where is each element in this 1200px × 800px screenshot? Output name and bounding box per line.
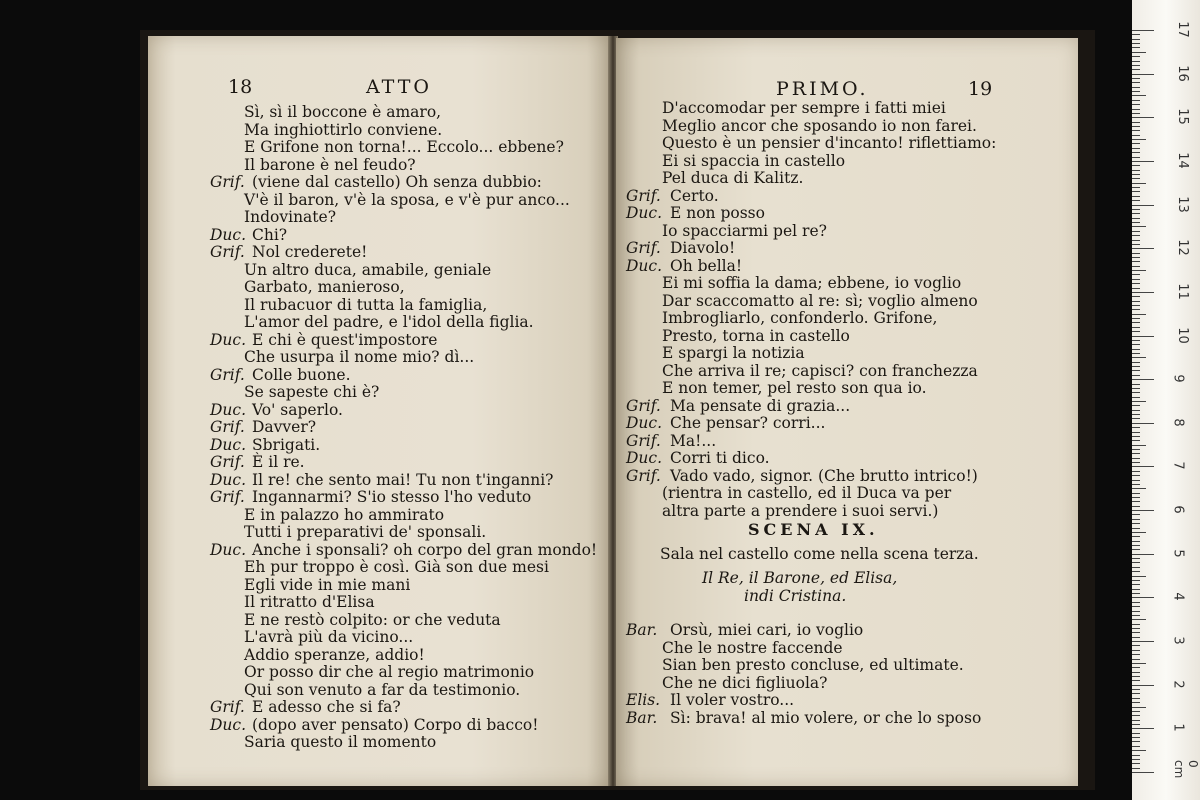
ruler-tick [1132, 659, 1140, 660]
ruler-tick [1132, 331, 1140, 332]
ruler-tick [1132, 327, 1140, 328]
ruler-tick [1132, 244, 1140, 245]
ruler-tick [1132, 532, 1146, 533]
ruler-tick [1132, 624, 1140, 625]
ruler-tick [1132, 69, 1140, 70]
ruler-tick [1132, 728, 1154, 729]
ruler-tick [1132, 213, 1140, 214]
text-line: Oh bella! [670, 256, 743, 275]
text-line: Questo è un pensier d'incanto! riflettiamo: [662, 134, 997, 152]
ruler-tick [1132, 126, 1140, 127]
ruler-tick [1132, 362, 1140, 363]
ruler-tick [1132, 314, 1146, 315]
text-line: Nol crederete! [252, 243, 368, 261]
ruler-tick [1132, 715, 1140, 716]
ruler-tick [1132, 191, 1140, 192]
ruler-tick [1132, 349, 1140, 350]
ruler-tick [1132, 567, 1140, 568]
text-line: Indovinate? [244, 208, 337, 226]
ruler-tick [1132, 292, 1154, 293]
ruler-tick [1132, 510, 1154, 511]
text-line: (dopo aver pensato) Corpo di bacco! [252, 715, 539, 734]
text-line: Sì: brava! al mio volere, or che lo sposo [670, 708, 982, 727]
ruler-tick [1132, 231, 1140, 232]
text-line: Qui son venuto a far da testimonio. [244, 680, 521, 699]
text-line: Ma!... [670, 431, 717, 450]
speaker-label: Duc. [626, 449, 663, 467]
ruler-tick [1132, 248, 1154, 249]
speaker-label: Grif. [210, 488, 245, 506]
text-line: Ma pensate di grazia... [670, 396, 851, 415]
ruler-tick [1132, 148, 1140, 149]
left-page-header: ATTO [366, 76, 432, 98]
ruler-tick [1132, 558, 1140, 559]
speaker-label: Elis. [626, 691, 661, 709]
text-line: Un altro duca, amabile, geniale [244, 260, 492, 279]
ruler-unit-label: 0 cm [1172, 760, 1200, 779]
text-line: Io spacciarmi pel re? [662, 221, 827, 240]
speaker-label: Grif. [210, 698, 245, 716]
text-line: E non posso [670, 204, 765, 222]
ruler-tick [1132, 480, 1140, 481]
text-line: L'amor del padre, e l'idol della figlia. [244, 313, 534, 331]
ruler-tick [1132, 405, 1140, 406]
right-page-number: 19 [968, 78, 993, 100]
speaker-label: Grif. [210, 418, 245, 436]
text-line: Eh pur troppo è così. Già son due mesi [244, 558, 549, 576]
ruler-tick [1132, 143, 1140, 144]
text-line: Garbato, manieroso, [244, 278, 405, 296]
ruler-tick [1132, 724, 1140, 725]
text-line: Egli vide in mie mani [244, 575, 411, 594]
ruler-tick [1132, 445, 1146, 446]
ruler-tick [1132, 471, 1140, 472]
ruler-tick [1132, 309, 1140, 310]
ruler-tick [1132, 52, 1146, 53]
text-line: Davver? [252, 418, 317, 436]
text-line: Il barone è nel feudo? [244, 155, 416, 174]
ruler-tick [1132, 571, 1140, 572]
ruler-number: 11 [1174, 283, 1190, 300]
ruler-tick [1132, 344, 1140, 345]
ruler-tick [1132, 432, 1140, 433]
ruler-number: 12 [1174, 239, 1190, 257]
ruler-number: 5 [1170, 549, 1186, 558]
ruler-tick [1132, 240, 1140, 241]
text-line: Saria questo il momento [244, 733, 437, 751]
text-line: Vo' saperlo. [252, 400, 343, 419]
ruler-tick [1132, 170, 1140, 171]
speaker-label: Duc. [210, 400, 247, 419]
text-line: Diavolo! [670, 239, 736, 257]
ruler-tick [1132, 615, 1140, 616]
ruler-tick [1132, 663, 1146, 664]
speaker-label: Grif. [626, 239, 661, 257]
text-line: V'è il baron, v'è la sposa, e v'è pur anco... [244, 190, 570, 209]
ruler-tick [1132, 427, 1140, 428]
ruler-tick [1132, 436, 1140, 437]
ruler-tick [1132, 418, 1140, 419]
speaker-label: Grif. [210, 453, 245, 471]
text-line: E in palazzo ho ammirato [244, 505, 445, 524]
ruler-tick [1132, 161, 1154, 162]
ruler-tick [1132, 654, 1140, 655]
text-line: Ei mi soffia la dama; ebbene, io voglio [662, 274, 962, 292]
ruler-tick [1132, 562, 1140, 563]
text-line: Chi? [252, 225, 288, 244]
ruler-tick [1132, 135, 1140, 136]
ruler-tick [1132, 536, 1140, 537]
left-page-number: 18 [228, 76, 253, 98]
ruler-tick [1132, 554, 1154, 555]
ruler-number: 3 [1170, 636, 1186, 645]
text-line: Certo. [670, 186, 719, 205]
text-line: Vado vado, signor. (Che brutto intrico!) [670, 466, 978, 485]
ruler-tick [1132, 528, 1140, 529]
scene-cast-line-1: Il Re, il Barone, ed Elisa, [702, 569, 898, 587]
ruler-tick [1132, 296, 1140, 297]
ruler-tick [1132, 720, 1140, 721]
text-line: Che le nostre faccende [662, 638, 843, 657]
ruler-tick [1132, 519, 1140, 520]
ruler-tick [1132, 676, 1140, 677]
ruler-tick [1132, 440, 1140, 441]
ruler-tick [1132, 318, 1140, 319]
text-line: Che arriva il re; capisci? con franchezza [662, 361, 978, 380]
ruler-tick [1132, 741, 1140, 742]
ruler-tick [1132, 95, 1146, 96]
ruler-tick [1132, 74, 1154, 75]
ruler-tick [1132, 113, 1140, 114]
ruler-tick [1132, 183, 1146, 184]
speaker-label: Grif. [626, 186, 661, 205]
text-line: Dar scaccomatto al re: sì; voglio almeno [662, 291, 978, 310]
text-line: E Grifone non torna!... Eccolo... ebbene? [244, 138, 564, 156]
ruler-tick [1132, 475, 1140, 476]
text-line: (viene dal castello) Oh senza dubbio: [252, 173, 542, 191]
ruler-number: 9 [1170, 374, 1186, 383]
ruler-tick [1132, 139, 1146, 140]
text-line: Ingannarmi? S'io stesso l'ho veduto [252, 488, 532, 506]
text-line: Ma inghiottirlo conviene. [244, 120, 443, 139]
ruler-number: 8 [1170, 418, 1186, 427]
ruler-tick [1132, 593, 1140, 594]
ruler-tick [1132, 493, 1140, 494]
ruler-tick [1132, 322, 1140, 323]
measurement-ruler [1132, 0, 1200, 800]
text-line: (rientra in castello, ed il Duca va per [662, 484, 952, 502]
text-line: Ei si spaccia in castello [662, 151, 846, 170]
ruler-number: 1 [1170, 723, 1186, 732]
ruler-tick [1132, 685, 1154, 686]
ruler-tick [1132, 453, 1140, 454]
ruler-tick [1132, 628, 1140, 629]
speaker-label: Bar. [626, 708, 658, 727]
ruler-tick [1132, 305, 1140, 306]
ruler-tick [1132, 274, 1140, 275]
ruler-tick [1132, 698, 1140, 699]
ruler-tick [1132, 707, 1146, 708]
speaker-label: Duc. [626, 414, 663, 432]
speaker-label: Duc. [210, 330, 247, 349]
ruler-tick [1132, 466, 1154, 467]
ruler-tick [1132, 34, 1140, 35]
right-page [616, 38, 1078, 786]
text-line: Anche i sponsali? oh corpo del gran mondo! [252, 540, 598, 559]
ruler-tick [1132, 632, 1140, 633]
speaker-label: Duc. [626, 204, 663, 222]
ruler-number: 14 [1174, 152, 1190, 169]
ruler-tick [1132, 711, 1140, 712]
ruler-tick [1132, 353, 1140, 354]
text-line: E non temer, pel resto son qua io. [662, 379, 927, 397]
ruler-number: 13 [1174, 195, 1190, 213]
ruler-tick [1132, 87, 1140, 88]
ruler-tick [1132, 689, 1140, 690]
ruler-tick [1132, 523, 1140, 524]
ruler-tick [1132, 384, 1140, 385]
ruler-tick [1132, 541, 1140, 542]
ruler-tick [1132, 667, 1140, 668]
speaker-label: Grif. [626, 431, 661, 450]
ruler-tick [1132, 165, 1140, 166]
ruler-tick [1132, 117, 1154, 118]
ruler-number: 2 [1170, 680, 1186, 689]
ruler-tick [1132, 772, 1154, 773]
speaker-label: Duc. [210, 470, 247, 489]
ruler-tick [1132, 366, 1140, 367]
text-line: Che ne dici figliuola? [662, 673, 828, 692]
ruler-tick [1132, 759, 1140, 760]
ruler-tick [1132, 501, 1140, 502]
text-line: Sian ben presto concluse, ed ultimate. [662, 656, 964, 674]
speaker-label: Grif. [210, 173, 245, 191]
text-line: Colle buone. [252, 365, 351, 384]
ruler-tick [1132, 61, 1140, 62]
ruler-tick [1132, 104, 1140, 105]
text-line: Corri ti dico. [670, 449, 770, 467]
text-line: L'avrà più da vicino... [244, 628, 414, 646]
ruler-number: 4 [1170, 592, 1186, 602]
ruler-number: 6 [1170, 505, 1186, 514]
ruler-tick [1132, 200, 1140, 201]
text-line: Sbrigati. [252, 435, 321, 454]
ruler-tick [1132, 279, 1140, 280]
ruler-tick [1132, 270, 1146, 271]
text-line: Tutti i preparativi de' sponsali. [244, 523, 487, 541]
ruler-tick [1132, 301, 1140, 302]
ruler-tick [1132, 514, 1140, 515]
ruler-tick [1132, 458, 1140, 459]
ruler-number: 16 [1174, 64, 1190, 82]
speaker-label: Grif. [210, 243, 245, 261]
ruler-tick [1132, 261, 1140, 262]
text-line: Presto, torna in castello [662, 326, 850, 345]
ruler-tick [1132, 589, 1140, 590]
ruler-tick [1132, 414, 1140, 415]
speaker-label: Grif. [626, 466, 661, 485]
ruler-tick [1132, 235, 1140, 236]
text-line: Che usurpa il nome mio? dì... [244, 348, 475, 366]
text-line: E adesso che si fa? [252, 698, 401, 716]
ruler-tick [1132, 392, 1140, 393]
ruler-tick [1132, 410, 1140, 411]
ruler-tick [1132, 580, 1140, 581]
ruler-tick [1132, 733, 1140, 734]
ruler-tick [1132, 157, 1140, 158]
ruler-tick [1132, 130, 1140, 131]
ruler-tick [1132, 226, 1146, 227]
ruler-tick [1132, 78, 1140, 79]
ruler-tick [1132, 484, 1140, 485]
ruler-tick [1132, 91, 1140, 92]
text-line: Sì, sì il boccone è amaro, [244, 103, 442, 121]
text-line: Addio speranze, addio! [244, 645, 425, 664]
right-page-header: PRIMO. [776, 78, 869, 100]
speaker-label: Duc. [210, 715, 247, 734]
ruler-tick [1132, 187, 1140, 188]
ruler-tick [1132, 266, 1140, 267]
text-line: E chi è quest'impostore [252, 330, 438, 349]
scene-cast-line-2: indi Cristina. [744, 587, 847, 605]
ruler-number: 10 [1174, 326, 1190, 344]
ruler-tick [1132, 680, 1140, 681]
ruler-tick [1132, 100, 1140, 101]
ruler-tick [1132, 82, 1140, 83]
text-line: Il ritratto d'Elisa [244, 593, 375, 611]
ruler-tick [1132, 388, 1140, 389]
ruler-tick [1132, 218, 1140, 219]
ruler-tick [1132, 122, 1140, 123]
speaker-label: Duc. [210, 225, 247, 244]
scene-title: SCENA IX. [748, 520, 879, 539]
scene-setting: Sala nel castello come nella scena terza. [660, 545, 979, 563]
ruler-tick [1132, 209, 1140, 210]
speaker-label: Grif. [626, 396, 661, 415]
ruler-tick [1132, 584, 1140, 585]
ruler-tick [1132, 174, 1140, 175]
ruler-tick [1132, 283, 1140, 284]
ruler-tick [1132, 449, 1140, 450]
ruler-tick [1132, 370, 1140, 371]
text-line: E ne restò colpito: or che veduta [244, 610, 501, 629]
ruler-tick [1132, 645, 1140, 646]
ruler-tick [1132, 606, 1140, 607]
ruler-tick [1132, 462, 1140, 463]
ruler-tick [1132, 737, 1140, 738]
text-line: Or posso dir che al regio matrimonio [244, 663, 535, 681]
ruler-tick [1132, 637, 1140, 638]
ruler-tick [1132, 178, 1140, 179]
text-line: Il voler vostro... [670, 691, 795, 709]
ruler-number: 15 [1174, 108, 1190, 126]
ruler-tick [1132, 549, 1140, 550]
text-line: Che pensar? corri... [670, 414, 826, 432]
text-line: D'accomodar per sempre i fatti miei [662, 99, 946, 117]
ruler-tick [1132, 152, 1140, 153]
ruler-tick [1132, 222, 1140, 223]
ruler-tick [1132, 47, 1140, 48]
speaker-label: Duc. [210, 540, 247, 559]
ruler-tick [1132, 340, 1140, 341]
ruler-tick [1132, 755, 1140, 756]
ruler-tick [1132, 702, 1140, 703]
ruler-tick [1132, 56, 1140, 57]
ruler-tick [1132, 30, 1154, 31]
ruler-tick [1132, 43, 1140, 44]
ruler-tick [1132, 506, 1140, 507]
ruler-tick [1132, 379, 1154, 380]
text-line: Se sapeste chi è? [244, 383, 380, 401]
ruler-tick [1132, 401, 1146, 402]
ruler-tick [1132, 423, 1154, 424]
ruler-tick [1132, 397, 1140, 398]
speaker-label: Grif. [210, 365, 245, 384]
ruler-tick [1132, 497, 1140, 498]
ruler-tick [1132, 336, 1154, 337]
text-line: Il rubacuor di tutta la famiglia, [244, 295, 488, 314]
ruler-tick [1132, 65, 1140, 66]
ruler-tick [1132, 545, 1140, 546]
ruler-tick [1132, 257, 1140, 258]
ruler-tick [1132, 597, 1154, 598]
left-page [148, 36, 610, 786]
text-line: È il re. [252, 453, 305, 471]
ruler-tick [1132, 750, 1146, 751]
text-line: Il re! che sento mai! Tu non t'inganni? [252, 470, 554, 489]
speaker-label: Duc. [210, 435, 247, 454]
ruler-tick [1132, 357, 1146, 358]
text-line: E spargi la notizia [662, 344, 805, 362]
ruler-tick [1132, 693, 1140, 694]
ruler-tick [1132, 196, 1140, 197]
ruler-tick [1132, 602, 1140, 603]
text-line: Orsù, miei cari, io voglio [670, 621, 864, 639]
text-line: Imbrogliarlo, confonderlo. Grifone, [662, 309, 938, 327]
ruler-tick [1132, 253, 1140, 254]
ruler-tick [1132, 375, 1140, 376]
text-line: Meglio ancor che sposando io non farei. [662, 116, 977, 135]
ruler-tick [1132, 763, 1140, 764]
speaker-label: Bar. [626, 621, 658, 639]
ruler-number: 17 [1174, 21, 1190, 38]
ruler-tick [1132, 768, 1140, 769]
ruler-tick [1132, 488, 1146, 489]
ruler-tick [1132, 109, 1140, 110]
speaker-label: Duc. [626, 256, 663, 275]
ruler-tick [1132, 39, 1140, 40]
ruler-tick [1132, 205, 1154, 206]
ruler-tick [1132, 611, 1140, 612]
ruler-tick [1132, 672, 1140, 673]
ruler-tick [1132, 576, 1146, 577]
ruler-tick [1132, 288, 1140, 289]
ruler-tick [1132, 650, 1140, 651]
ruler-tick [1132, 746, 1140, 747]
ruler-number: 7 [1170, 461, 1186, 471]
ruler-tick [1132, 641, 1154, 642]
text-line: altra parte a prendere i suoi servi.) [662, 501, 939, 520]
ruler-tick [1132, 619, 1146, 620]
text-line: Pel duca di Kalitz. [662, 169, 804, 187]
